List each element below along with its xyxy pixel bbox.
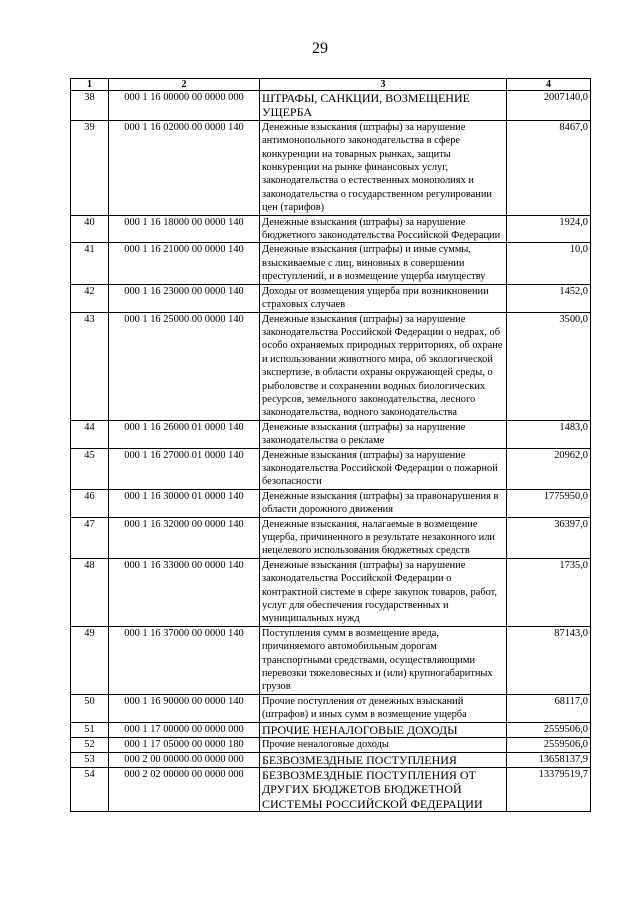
budget-code: 000 1 16 37000 00 0000 140: [109, 626, 260, 694]
revenue-amount: 1924,0: [507, 215, 591, 243]
table-row: [71, 738, 591, 752]
revenue-amount: 10,0: [507, 243, 591, 284]
revenue-amount: 36397,0: [507, 517, 591, 558]
table-row: [71, 448, 591, 489]
row-number: 40: [71, 215, 109, 243]
revenue-name: Денежные взыскания (штрафы) за нарушение законодательства Российской Федерации о контрактной системе в сфере закупок товаров, работ, услуг для обеспечения государственных и муниципальных нужд: [260, 558, 507, 626]
row-number: 47: [71, 517, 109, 558]
revenue-name: БЕЗВОЗМЕЗДНЫЕ ПОСТУПЛЕНИЯ: [260, 752, 507, 767]
revenue-amount: 20962,0: [507, 448, 591, 489]
table-header-row: [71, 79, 591, 91]
revenue-amount: 13379519,7: [507, 767, 591, 811]
column-header-number: 1: [71, 79, 109, 91]
row-number: 49: [71, 626, 109, 694]
row-number: 44: [71, 420, 109, 448]
table-row: [71, 752, 591, 767]
table-row: [71, 694, 591, 722]
table-row: [71, 722, 591, 737]
revenue-amount: 13658137,9: [507, 752, 591, 767]
budget-code: 000 1 17 00000 00 0000 000: [109, 722, 260, 737]
budget-code: 000 1 16 90000 00 0000 140: [109, 694, 260, 722]
row-number: 50: [71, 694, 109, 722]
revenue-name: Денежные взыскания (штрафы) за нарушение законодательства Российской Федерации о недрах, об особо охраняемых природных территориях, об охране и использовании животного мира, об экологической экспертизе, в области охраны окружающей среды, о рыболовстве и сохранении водных биологических ресурсов, земельного законодательства, лесного законодательства, водного законодательства: [260, 312, 507, 420]
budget-code: 000 1 16 26000 01 0000 140: [109, 420, 260, 448]
budget-code: 000 1 17 05000 00 0000 180: [109, 738, 260, 752]
row-number: 45: [71, 448, 109, 489]
revenue-name: Денежные взыскания (штрафы) за нарушение антимонопольного законодательства в сфере конкуренции на товарных рынках, защиты конкуренции на рынке финансовых услуг, законодательства о естественных монополиях и законодательства о государственном регулировании цен (тарифов): [260, 120, 507, 215]
table-row: [71, 284, 591, 312]
revenue-amount: 1775950,0: [507, 489, 591, 517]
budget-code: 000 2 00 00000 00 0000 000: [109, 752, 260, 767]
budget-code: 000 1 16 02000 00 0000 140: [109, 120, 260, 215]
page-number: 29: [312, 40, 328, 57]
revenue-name: Прочие неналоговые доходы: [260, 738, 507, 752]
budget-code: 000 1 16 27000 01 0000 140: [109, 448, 260, 489]
revenue-name: Денежные взыскания (штрафы) за нарушение законодательства о рекламе: [260, 420, 507, 448]
row-number: 42: [71, 284, 109, 312]
table-row: [71, 489, 591, 517]
table-row: [71, 215, 591, 243]
budget-code: 000 1 16 30000 01 0000 140: [109, 489, 260, 517]
revenue-amount: 8467,0: [507, 120, 591, 215]
row-number: 43: [71, 312, 109, 420]
revenue-amount: 87143,0: [507, 626, 591, 694]
budget-code: 000 1 16 00000 00 0000 000: [109, 91, 260, 121]
revenue-table: [70, 78, 591, 812]
revenue-name: ПРОЧИЕ НЕНАЛОГОВЫЕ ДОХОДЫ: [260, 722, 507, 737]
table-row: [71, 91, 591, 121]
table-row: [71, 626, 591, 694]
row-number: 51: [71, 722, 109, 737]
revenue-name: БЕЗВОЗМЕЗДНЫЕ ПОСТУПЛЕНИЯ ОТ ДРУГИХ БЮДЖЕТОВ БЮДЖЕТНОЙ СИСТЕМЫ РОССИЙСКОЙ ФЕДЕРАЦИИ: [260, 767, 507, 811]
revenue-amount: 1735,0: [507, 558, 591, 626]
row-number: 41: [71, 243, 109, 284]
budget-code: 000 1 16 23000 00 0000 140: [109, 284, 260, 312]
revenue-name: Поступления сумм в возмещение вреда, причиняемого автомобильным дорогам транспортными средствами, осуществляющими перевозки тяжеловесных и (или) крупногабаритных грузов: [260, 626, 507, 694]
revenue-name: Денежные взыскания (штрафы) за правонарушения в области дорожного движения: [260, 489, 507, 517]
row-number: 54: [71, 767, 109, 811]
budget-code: 000 1 16 25000 00 0000 140: [109, 312, 260, 420]
revenue-name: ШТРАФЫ, САНКЦИИ, ВОЗМЕЩЕНИЕ УЩЕРБА: [260, 91, 507, 121]
revenue-name: Денежные взыскания, налагаемые в возмещение ущерба, причиненного в результате незаконного или нецелевого использования бюджетных средств: [260, 517, 507, 558]
row-number: 48: [71, 558, 109, 626]
table-row: [71, 243, 591, 284]
revenue-name: Денежные взыскания (штрафы) за нарушение законодательства Российской Федерации о пожарной безопасности: [260, 448, 507, 489]
row-number: 52: [71, 738, 109, 752]
revenue-name: Денежные взыскания (штрафы) за нарушение бюджетного законодательства Российской Федерации: [260, 215, 507, 243]
revenue-name: Денежные взыскания (штрафы) и иные суммы, взыскиваемые с лиц, виновных в совершении преступлений, и в возмещение ущерба имуществу: [260, 243, 507, 284]
column-header-code: 2: [109, 79, 260, 91]
revenue-amount: 2559506,0: [507, 738, 591, 752]
revenue-name: Доходы от возмещения ущерба при возникновении страховых случаев: [260, 284, 507, 312]
budget-code: 000 1 16 32000 00 0000 140: [109, 517, 260, 558]
row-number: 53: [71, 752, 109, 767]
column-header-name: 3: [260, 79, 507, 91]
table-row: [71, 767, 591, 811]
column-header-amount: 4: [507, 79, 591, 91]
revenue-amount: 2007140,0: [507, 91, 591, 121]
revenue-name: Прочие поступления от денежных взысканий (штрафов) и иных сумм в возмещение ущерба: [260, 694, 507, 722]
row-number: 38: [71, 91, 109, 121]
row-number: 46: [71, 489, 109, 517]
table-row: [71, 312, 591, 420]
revenue-amount: 68117,0: [507, 694, 591, 722]
table-row: [71, 420, 591, 448]
revenue-amount: 3500,0: [507, 312, 591, 420]
revenue-amount: 2559506,0: [507, 722, 591, 737]
table-row: [71, 517, 591, 558]
budget-code: 000 1 16 18000 00 0000 140: [109, 215, 260, 243]
budget-code: 000 1 16 33000 00 0000 140: [109, 558, 260, 626]
budget-code: 000 1 16 21000 00 0000 140: [109, 243, 260, 284]
row-number: 39: [71, 120, 109, 215]
revenue-amount: 1483,0: [507, 420, 591, 448]
table-row: [71, 558, 591, 626]
revenue-amount: 1452,0: [507, 284, 591, 312]
budget-code: 000 2 02 00000 00 0000 000: [109, 767, 260, 811]
table-row: [71, 120, 591, 215]
